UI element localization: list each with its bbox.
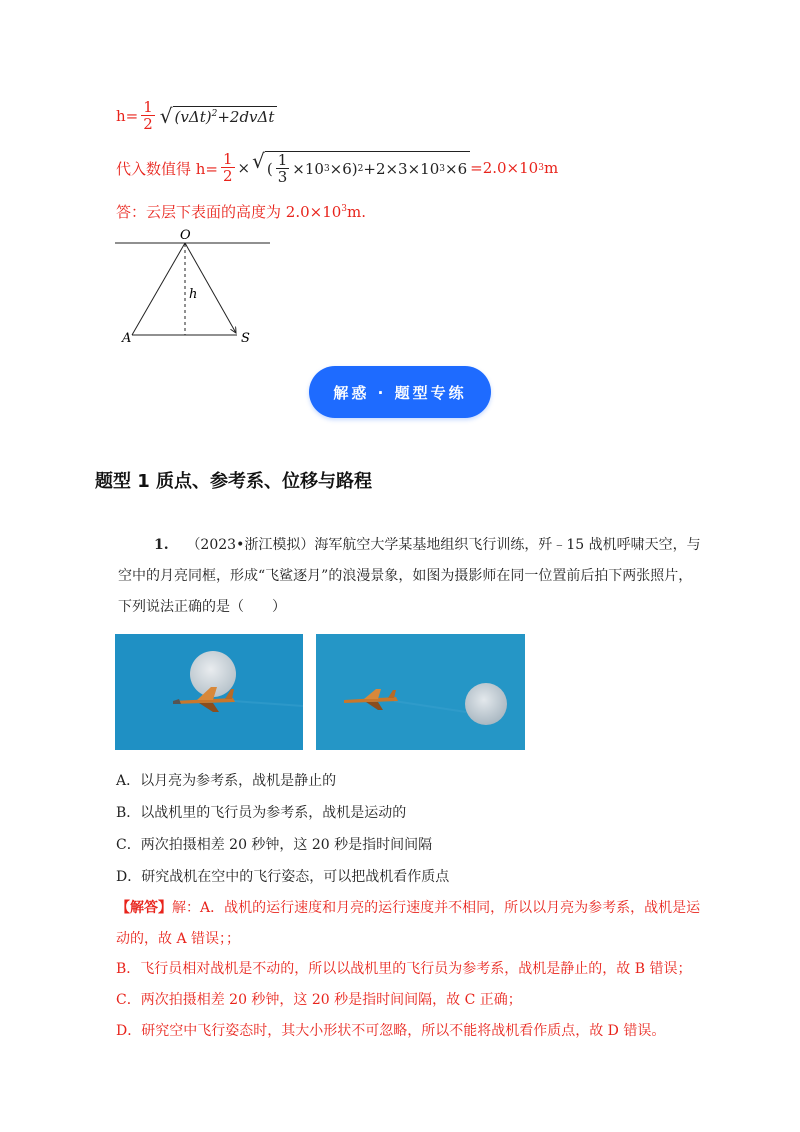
result-value: =2.0×10 xyxy=(470,159,539,177)
square-exponent: 2 xyxy=(357,164,364,174)
solution-line-1 xyxy=(116,893,706,955)
fraction-numerator: 1 xyxy=(143,98,153,116)
photo-jet-moon-2 xyxy=(316,634,525,750)
solution-line-3: C．两次拍摄相差 20 秒钟，这 20 秒是指时间间隔，故 C 正确； xyxy=(116,992,522,1008)
question-text xyxy=(118,530,706,623)
formula-h-general xyxy=(116,96,277,136)
section-title: 题型 1 质点、参考系、位移与路程 xyxy=(95,471,373,492)
inner-term-2: ×6) xyxy=(329,160,358,178)
moon-icon xyxy=(465,683,507,725)
question-number: 1. xyxy=(154,537,169,553)
times-sign: × xyxy=(237,159,251,177)
solution-tag: 【解答】 xyxy=(116,900,172,916)
radical-sign-icon: √ xyxy=(159,104,173,128)
fraction-denominator: 2 xyxy=(143,115,153,133)
option-d: D．研究战机在空中的飞行姿态，可以把战机看作质点 xyxy=(116,869,450,885)
question-body: （2023•浙江模拟）海军航空大学某基地组织飞行训练，歼﹣15 战机呼啸天空，与空中的月亮同框，形成“飞鲨逐月”的浪漫景象，如图为摄影师在同一位置前后拍下两张照片，下列说法正确的是（ ） xyxy=(118,537,701,615)
solution-line-2: B．飞行员相对战机是不动的，所以以战机里的飞行员为参考系，战机是静止的，故 B 错误； xyxy=(116,961,692,977)
radical-sign-icon: √ xyxy=(252,149,265,173)
answer-line xyxy=(116,201,366,222)
geometry-diagram xyxy=(110,226,280,350)
solution-text-1: 解：A．战机的运行速度和月亮的运行速度并不相同，所以以月亮为参考系，战机是运动的，故 A 错误；； xyxy=(116,900,701,947)
radicand xyxy=(173,106,278,126)
result-exponent: 3 xyxy=(538,163,544,173)
formula-lhs: h= xyxy=(116,107,139,125)
fraction-half xyxy=(141,100,155,132)
radicand-exponent: 2 xyxy=(211,109,218,119)
answer-exponent: 3 xyxy=(341,204,348,214)
label-s: S xyxy=(241,331,250,346)
formula-h-numeric xyxy=(116,146,558,190)
radicand-close: ) xyxy=(205,108,212,126)
fraction-numerator: 1 xyxy=(223,150,233,168)
paren-open: ( xyxy=(266,160,273,178)
inner-exponent: 3 xyxy=(323,164,330,174)
solution-line-4: D．研究空中飞行姿态时，其大小形状不可忽略，所以不能将战机看作质点，故 D 错误。 xyxy=(116,1023,666,1039)
fraction-denominator: 3 xyxy=(277,168,288,186)
fraction-numerator: 1 xyxy=(277,151,288,169)
fraction-denominator: 2 xyxy=(223,167,233,185)
line-oa xyxy=(132,243,185,335)
label-a: A xyxy=(122,331,132,346)
fraction-half-2 xyxy=(221,152,235,184)
option-a: A．以月亮为参考系，战机是静止的 xyxy=(116,773,337,789)
fraction-third xyxy=(276,153,290,185)
option-c: C．两次拍摄相差 20 秒钟，这 20 秒是指时间间隔 xyxy=(116,837,433,853)
radicand-2 xyxy=(265,151,470,185)
result-unit: m xyxy=(543,159,559,177)
banner-label: 解惑 · 题型专练 xyxy=(333,383,467,402)
plus-term: +2×3×10 xyxy=(363,160,440,178)
section-banner xyxy=(309,366,491,418)
radicand-term-2: +2dvΔt xyxy=(217,108,275,126)
answer-unit: m. xyxy=(347,203,367,221)
radicand-open: ( xyxy=(174,108,181,126)
formula2-prefix: 代入数值得 h= xyxy=(116,159,218,178)
answer-text: 答：云层下表面的高度为 2.0×10 xyxy=(116,203,342,221)
plus-exponent: 3 xyxy=(439,164,445,174)
label-h: h xyxy=(189,287,198,302)
photo-jet-moon-1 xyxy=(115,634,303,750)
radicand-term: vΔt xyxy=(180,108,206,126)
square-root-2 xyxy=(252,151,470,185)
square-root xyxy=(160,106,278,126)
option-b: B．以战机里的飞行员为参考系，战机是运动的 xyxy=(116,805,407,821)
inner-term: ×10 xyxy=(292,160,324,178)
label-o: O xyxy=(180,228,191,243)
plus-term-2: ×6 xyxy=(445,160,468,178)
